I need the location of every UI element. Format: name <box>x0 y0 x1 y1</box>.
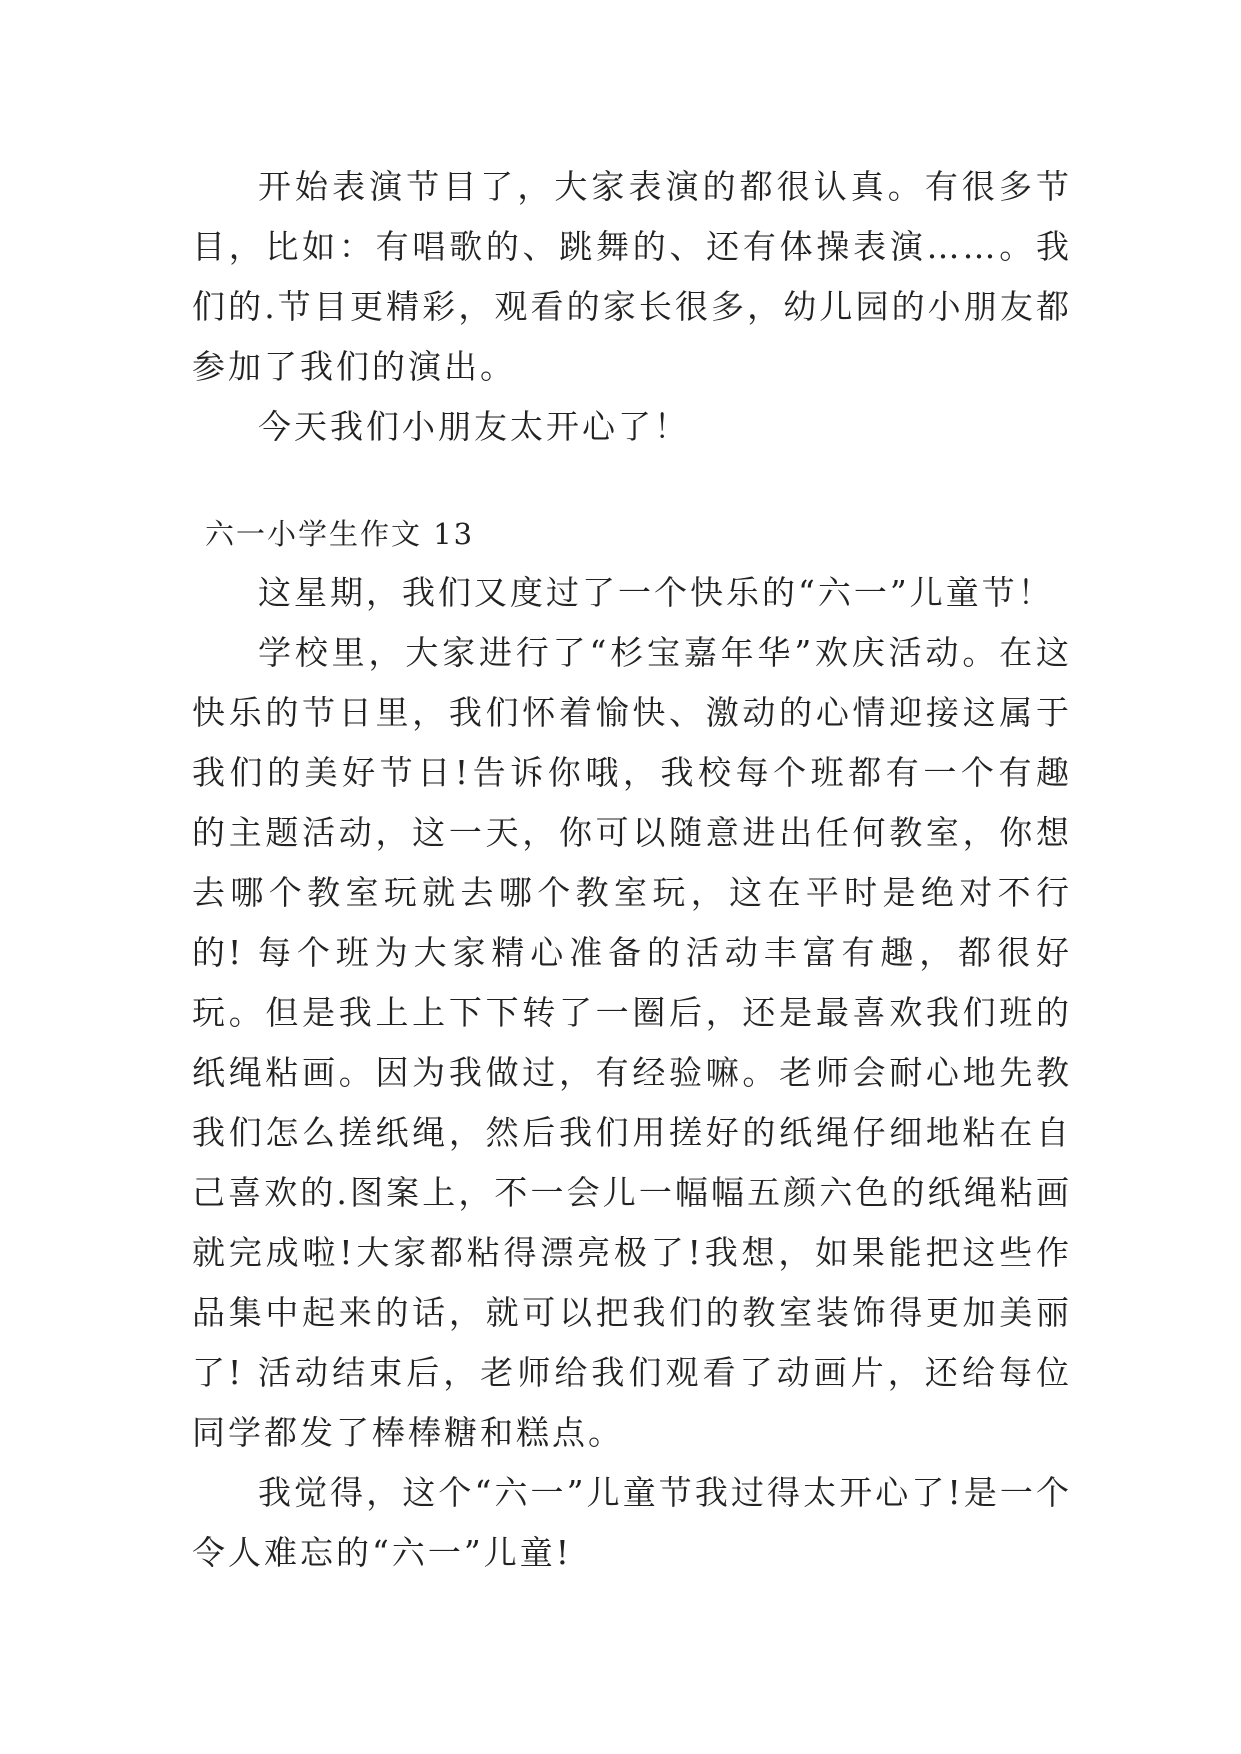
paragraph-happy: 今天我们小朋友太开心了！ <box>258 407 690 446</box>
paragraph-performance: 开始表演节目了，大家表演的都很认真。有很多节目，比如：有唱歌的、跳舞的、还有体操表演……。我们的.节目更精彩，观看的家长很多，幼儿园的小朋友都参加了我们的演出。 <box>192 167 1072 386</box>
section-title: 六一小学生作文 13 <box>205 517 475 551</box>
paragraph-intro: 这星期，我们又度过了一个快乐的“六一”儿童节！ <box>258 573 1054 612</box>
paragraph-after-activity: 活动结束后，老师给我们观看了动画片，还给每位同学都发了棒棒糖和糕点。 <box>192 1353 1072 1452</box>
paragraph-conclusion: 我觉得，这个“六一”儿童节我过得太开心了!是一个令人难忘的“六一”儿童! <box>192 1473 1072 1572</box>
paragraph-carnival: 学校里，大家进行了“杉宝嘉年华”欢庆活动。在这快乐的节日里，我们怀着愉快、激动的心情迎接这属于我们的美好节日!告诉你哦，我校每个班都有一个有趣的主题活动，这一天，你可以随意进出任何教室，你想去哪个教室玩就去哪个教室玩，这在平时是绝对不行的! <box>192 633 1072 972</box>
paragraph-activities: 每个班为大家精心准备的活动丰富有趣，都很好玩。但是我上上下下转了一圈后，还是最喜欢我们班的纸绳粘画。因为我做过，有经验嘛。老师会耐心地先教我们怎么搓纸绳，然后我们用搓好的纸绳仔细地粘在自己喜欢的.图案上，不一会儿一幅幅五颜六色的纸绳粘画就完成啦!大家都粘得漂亮极了!我想，如果能把这些作品集中起来的话，就可以把我们的教室装饰得更加美丽了! <box>192 933 1072 1392</box>
